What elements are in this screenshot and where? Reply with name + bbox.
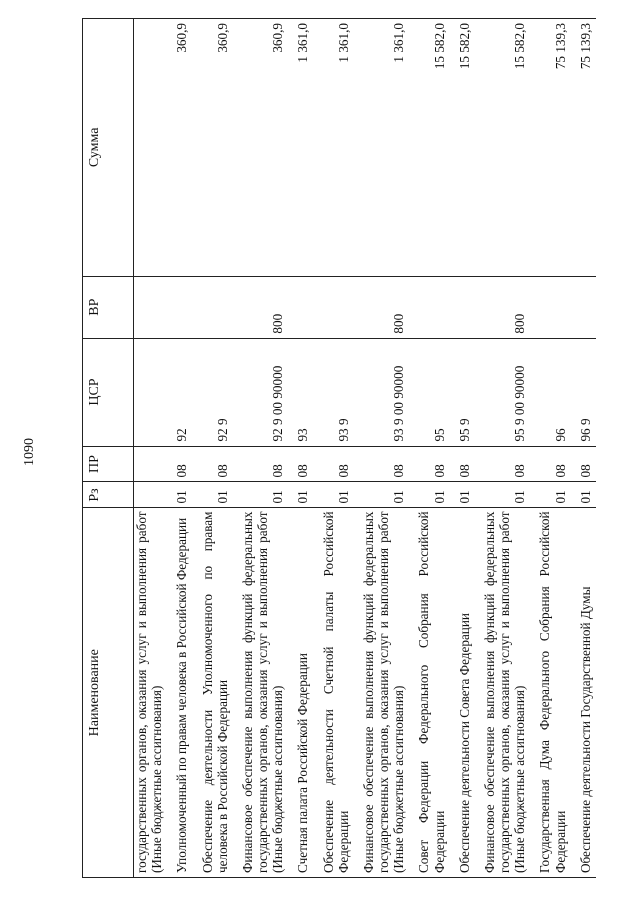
row-rz: 01: [167, 482, 192, 508]
row-name: Обеспечение деятельности Уполномоченного по правам человека в Российской Федерации: [193, 508, 233, 878]
row-vr: [167, 276, 192, 338]
row-pr: 08: [354, 446, 410, 482]
table-row: [354, 19, 410, 878]
table-body: [134, 19, 596, 878]
row-sum: 15 582,0: [409, 19, 449, 277]
row-pr: 08: [288, 446, 313, 482]
row-csr: 96 9: [571, 338, 596, 446]
row-vr: [450, 276, 475, 338]
row-name: Финансовое обеспечение выполнения функций федеральных государственных органов, оказания услуг и выполнения работ (Иные бюджетные ассигнования): [233, 508, 289, 878]
row-name: Счетная палата Российской Федерации: [288, 508, 313, 878]
row-vr: [314, 276, 354, 338]
row-sum: 1 361,0: [288, 19, 313, 277]
row-sum: 360,9: [233, 19, 289, 277]
row-pr: 08: [167, 446, 192, 482]
row-sum: [134, 19, 168, 277]
row-name: Финансовое обеспечение выполнения функций федеральных государственных органов, оказания услуг и выполнения работ (Иные бюджетные ассигнования): [354, 508, 410, 878]
page-number: 1090: [22, 438, 37, 466]
row-vr: [409, 276, 449, 338]
row-vr: [571, 276, 596, 338]
row-name: государственных органов, оказания услуг и выполнения работ (Иные бюджетные ассигнования): [134, 508, 168, 878]
row-rz: 01: [288, 482, 313, 508]
row-pr: [134, 446, 168, 482]
header-csr: ЦСР: [83, 338, 134, 446]
row-pr: 08: [233, 446, 289, 482]
header-rz: Рз: [83, 482, 134, 508]
table-row: [167, 19, 192, 878]
header-vr: ВР: [83, 276, 134, 338]
row-vr: [288, 276, 313, 338]
row-pr: 08: [450, 446, 475, 482]
header-pr: ПР: [83, 446, 134, 482]
row-csr: 96: [530, 338, 570, 446]
table-row: [314, 19, 354, 878]
budget-table: [82, 18, 596, 878]
row-sum: 75 139,3: [571, 19, 596, 277]
row-vr: [530, 276, 570, 338]
row-rz: [134, 482, 168, 508]
row-csr: 93: [288, 338, 313, 446]
table-row: [233, 19, 289, 878]
row-rz: 01: [475, 482, 531, 508]
row-rz: 01: [233, 482, 289, 508]
budget-table-container: [82, 18, 607, 878]
row-pr: 08: [314, 446, 354, 482]
row-name: Государственная Дума Федерального Собрания Российской Федерации: [530, 508, 570, 878]
row-name: Обеспечение деятельности Государственной Думы: [571, 508, 596, 878]
row-vr: 800: [233, 276, 289, 338]
row-vr: 800: [354, 276, 410, 338]
row-csr: 95 9: [450, 338, 475, 446]
row-csr: 93 9: [314, 338, 354, 446]
row-sum: 1 361,0: [354, 19, 410, 277]
table-header-row: [83, 19, 134, 878]
table-row: [409, 19, 449, 878]
table-row: [530, 19, 570, 878]
row-rz: 01: [314, 482, 354, 508]
row-name: Обеспечение деятельности Счетной палаты Российской Федерации: [314, 508, 354, 878]
row-name: Финансовое обеспечение выполнения функций федеральных государственных органов, оказания услуг и выполнения работ (Иные бюджетные ассигнования): [475, 508, 531, 878]
row-csr: 95 9 00 90000: [475, 338, 531, 446]
row-rz: 01: [193, 482, 233, 508]
row-sum: 1 361,0: [314, 19, 354, 277]
row-pr: 08: [475, 446, 531, 482]
row-vr: 800: [475, 276, 531, 338]
row-sum: 15 582,0: [475, 19, 531, 277]
row-csr: 92 9 00 90000: [233, 338, 289, 446]
row-sum: 360,9: [193, 19, 233, 277]
row-pr: 08: [530, 446, 570, 482]
row-csr: 92: [167, 338, 192, 446]
table-row: [475, 19, 531, 878]
row-vr: [193, 276, 233, 338]
row-sum: 360,9: [167, 19, 192, 277]
row-rz: 01: [409, 482, 449, 508]
row-name: Совет Федерации Федерального Собрания Российской Федерации: [409, 508, 449, 878]
row-csr: 92 9: [193, 338, 233, 446]
table-row: [450, 19, 475, 878]
table-row: [134, 19, 168, 878]
row-csr: 95: [409, 338, 449, 446]
row-name: Обеспечение деятельности Совета Федерации: [450, 508, 475, 878]
row-rz: 01: [530, 482, 570, 508]
row-pr: 08: [193, 446, 233, 482]
row-pr: 08: [409, 446, 449, 482]
table-row: [288, 19, 313, 878]
row-rz: 01: [571, 482, 596, 508]
row-csr: 93 9 00 90000: [354, 338, 410, 446]
header-name: Наименование: [83, 508, 134, 878]
table-row: [193, 19, 233, 878]
row-pr: 08: [571, 446, 596, 482]
header-sum: Сумма: [83, 19, 134, 277]
row-csr: [134, 338, 168, 446]
row-rz: 01: [450, 482, 475, 508]
row-name: Уполномоченный по правам человека в Российской Федерации: [167, 508, 192, 878]
row-sum: 75 139,3: [530, 19, 570, 277]
row-sum: 15 582,0: [450, 19, 475, 277]
table-row: [571, 19, 596, 878]
row-vr: [134, 276, 168, 338]
row-rz: 01: [354, 482, 410, 508]
